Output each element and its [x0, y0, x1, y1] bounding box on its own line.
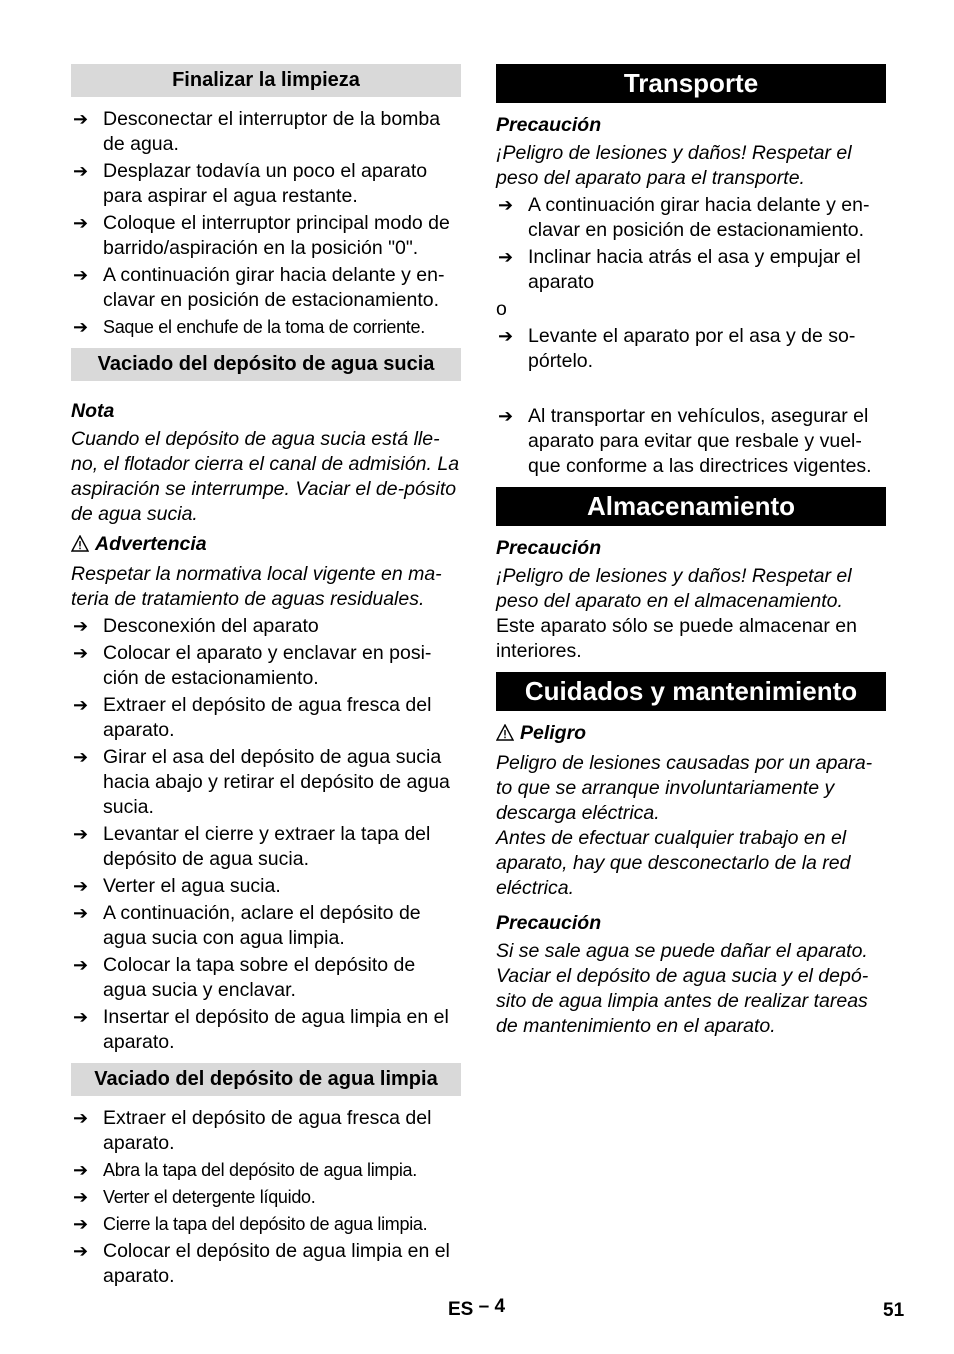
list-item: ➔ Extraer el depósito de agua fresca del aparato.	[73, 694, 432, 741]
caution-label: Precaución	[496, 912, 602, 934]
list-item: ➔ Verter el detergente líquido.	[71, 1185, 461, 1210]
caution-text: Si se sale agua se puede dañar el aparato. Vaciar el depósito de agua sucia y el depó-sito de agua limpia antes de realizar tareas de mantenimiento en el aparato.	[496, 940, 869, 1037]
arrow-right-icon: ➔	[73, 695, 89, 715]
arrow-right-icon: ➔	[73, 903, 89, 923]
section-heading-almacenamiento: Almacenamiento	[496, 487, 886, 526]
section-heading-cuidados: Cuidados y mantenimiento	[496, 672, 886, 711]
arrow-right-icon: ➔	[498, 247, 514, 267]
list-agua-sucia	[71, 614, 461, 1055]
list-item: ➔ A continuación girar hacia delante y en-clavar en posición de estacionamiento.	[73, 264, 445, 311]
list-item: ➔ Extraer el depósito de agua fresca del aparato.	[73, 1107, 432, 1154]
section-heading-agua-sucia: Vaciado del depósito de agua sucia	[71, 348, 461, 381]
list-finalizar	[71, 107, 461, 340]
list-item: ➔ Colocar la tapa sobre el depósito de agua sucia y enclavar.	[73, 954, 416, 1001]
section-heading-agua-limpia: Vaciado del depósito de agua limpia	[71, 1063, 461, 1096]
arrow-right-icon: ➔	[73, 824, 89, 844]
list-item: ➔ Verter el agua sucia.	[73, 875, 281, 897]
list-item: ➔ Levantar el cierre y extraer la tapa del depósito de agua sucia.	[73, 823, 431, 870]
list-item: ➔ Coloque el interruptor principal modo de barrido/aspiración en la posición "0".	[73, 212, 450, 259]
list-transporte-c	[496, 404, 886, 479]
arrow-right-icon: ➔	[73, 213, 89, 233]
list-item: ➔ Colocar el aparato y enclavar en posi-ción de estacionamiento.	[73, 642, 432, 689]
section-heading-transporte: Transporte	[496, 64, 886, 103]
list-item: ➔ Saque el enchufe de la toma de corriente.	[71, 315, 461, 340]
list-item: ➔ Inclinar hacia atrás el asa y empujar el aparato	[498, 246, 861, 293]
section-heading-finalizar: Finalizar la limpieza	[71, 64, 461, 97]
arrow-right-icon: ➔	[73, 265, 89, 285]
or-text: o	[496, 298, 507, 320]
list-item: ➔ Desconexión del aparato	[73, 615, 319, 637]
warning-triangle-icon	[71, 534, 89, 559]
arrow-right-icon: ➔	[498, 195, 514, 215]
list-item: ➔ Insertar el depósito de agua limpia en el aparato.	[73, 1006, 449, 1053]
caution-text: ¡Peligro de lesiones y daños! Respetar el peso del aparato para el transporte.	[496, 142, 852, 189]
caution-text: ¡Peligro de lesiones y daños! Respetar el peso del aparato en el almacenamiento.	[496, 565, 852, 612]
left-column	[71, 64, 461, 1289]
caution-label: Precaución	[496, 114, 602, 136]
arrow-right-icon: ➔	[73, 616, 89, 636]
warning-label: Advertencia	[71, 532, 461, 559]
list-item: ➔ Cierre la tapa del depósito de agua limpia.	[71, 1212, 461, 1237]
arrow-right-icon: ➔	[498, 326, 514, 346]
note-text: Cuando el depósito de agua sucia está lle-no, el flotador cierra el canal de admisión. La aspiración se interrumpe. Vaciar el de-pósito de agua sucia.	[71, 428, 460, 525]
arrow-right-icon: ➔	[73, 1007, 89, 1027]
right-column	[496, 64, 886, 1039]
list-item: ➔ A continuación, aclare el depósito de agua sucia con agua limpia.	[73, 902, 421, 949]
list-item: ➔ Girar el asa del depósito de agua sucia hacia abajo y retirar el depósito de agua sucia.	[73, 746, 450, 818]
arrow-right-icon: ➔	[73, 643, 89, 663]
list-item: ➔ Desplazar todavía un poco el aparato para aspirar el agua restante.	[73, 160, 428, 207]
arrow-right-icon: ➔	[73, 317, 88, 337]
list-item: ➔ A continuación girar hacia delante y en-clavar en posición de estacionamiento.	[498, 194, 870, 241]
caution-label: Precaución	[496, 537, 602, 559]
storage-text: Este aparato sólo se puede almacenar en interiores.	[496, 615, 857, 662]
arrow-right-icon: ➔	[73, 109, 89, 129]
list-item: ➔ Al transportar en vehículos, asegurar el aparato para evitar que resbale y vuel-que conforme a las directrices vigentes.	[498, 405, 872, 477]
arrow-right-icon: ➔	[73, 1241, 89, 1261]
danger-label: Peligro	[496, 721, 886, 748]
danger-text: Peligro de lesiones causadas por un apara-to que se arranque involuntariamente y descarga eléctrica.	[496, 752, 873, 824]
list-agua-limpia	[71, 1106, 461, 1289]
list-item: ➔ Colocar el depósito de agua limpia en el aparato.	[73, 1240, 450, 1287]
arrow-right-icon: ➔	[498, 406, 514, 426]
list-item: ➔ Desconectar el interruptor de la bomba de agua.	[73, 108, 441, 155]
warning-triangle-icon	[496, 723, 514, 748]
arrow-right-icon: ➔	[73, 161, 89, 181]
arrow-right-icon: ➔	[73, 1214, 88, 1234]
danger-text: Antes de efectuar cualquier trabajo en el aparato, hay que desconectarlo de la red eléctrica.	[496, 827, 851, 899]
arrow-right-icon: ➔	[73, 1160, 88, 1180]
list-item: ➔ Levante el aparato por el asa y de so-pórtelo.	[498, 325, 856, 372]
arrow-right-icon: ➔	[73, 876, 89, 896]
footer-section-label: ES – 4	[448, 1296, 506, 1320]
page-number: 51	[883, 1300, 905, 1321]
note-label: Nota	[71, 400, 115, 422]
list-transporte-b	[496, 324, 886, 374]
arrow-right-icon: ➔	[73, 1108, 89, 1128]
arrow-right-icon: ➔	[73, 1187, 88, 1207]
arrow-right-icon: ➔	[73, 747, 89, 767]
list-transporte-a	[496, 193, 886, 295]
list-item: ➔ Abra la tapa del depósito de agua limpia.	[71, 1158, 461, 1183]
arrow-right-icon: ➔	[73, 955, 89, 975]
warning-text: Respetar la normativa local vigente en ma-teria de tratamiento de aguas residuales.	[71, 563, 442, 610]
